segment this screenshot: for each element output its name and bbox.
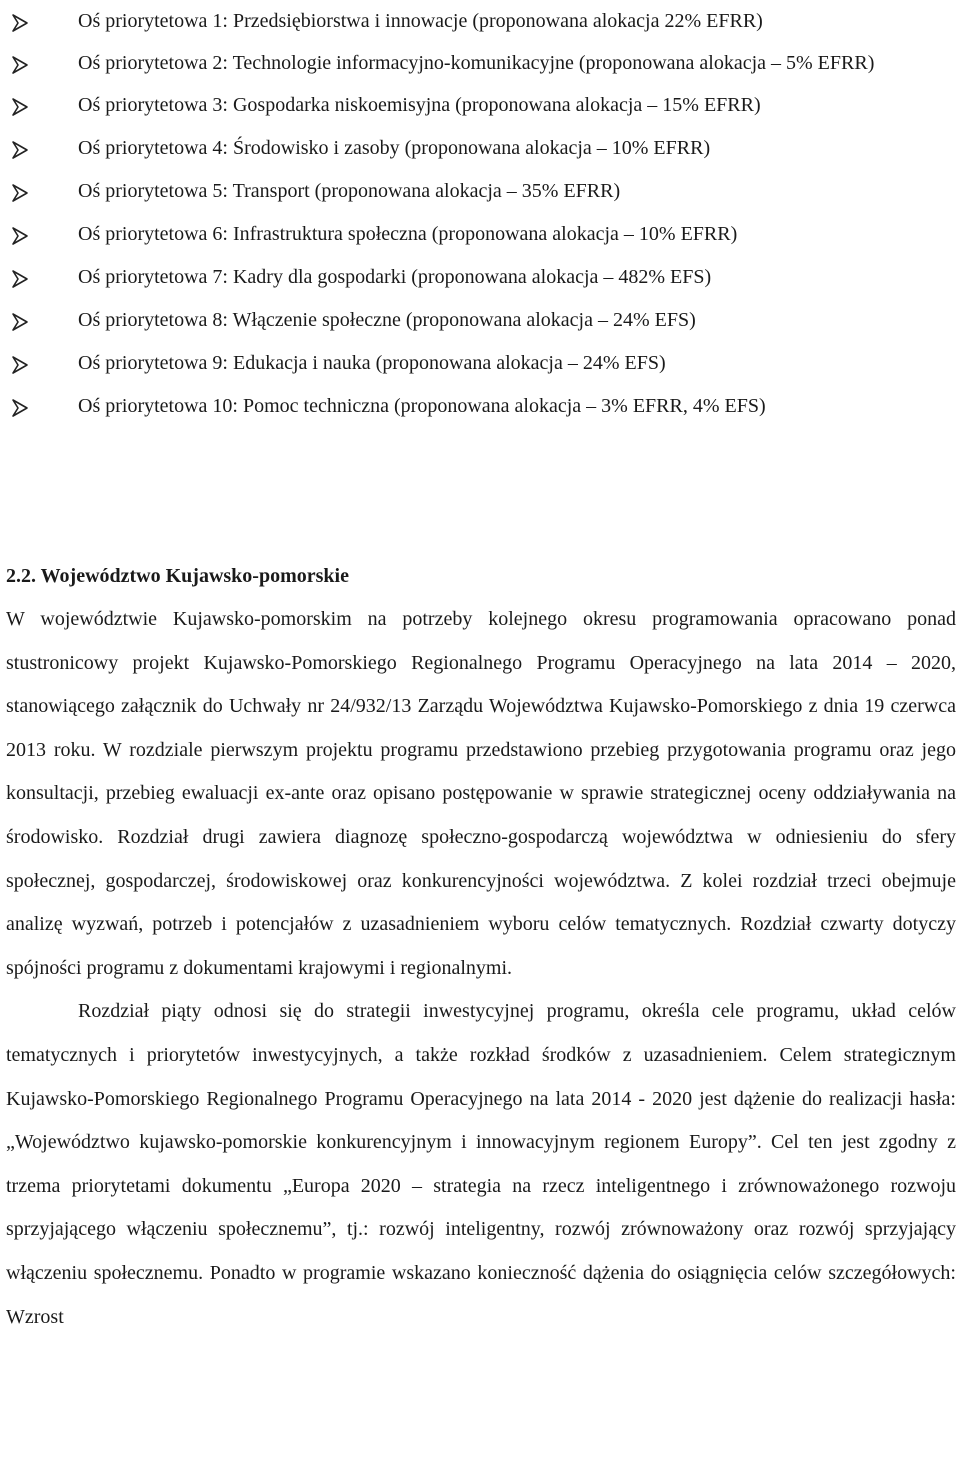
list-item-text: Oś priorytetowa 2: Technologie informacyjno-komunikacyjne (proponowana alokacja – 5% EFRR) xyxy=(78,52,875,74)
list-item xyxy=(0,256,960,299)
list-item-text: Oś priorytetowa 10: Pomoc techniczna (proponowana alokacja – 3% EFRR, 4% EFS) xyxy=(78,395,766,417)
paragraph: Rozdział piąty odnosi się do strategii inwestycyjnej programu, określa cele programu, układ celów tematycznych i priorytetów inwestycyjnych, a także rozkład środków z uzasadnieniem. Celem strategicznym Kujawsko-Pomorskiego Regionalnego Programu Operacyjnego na lata 2014 - 2020 jest dążenie do realizacji hasła: „Województwo kujawsko-pomorskie konkurencyjnym i innowacyjnym regionem Europy”. Cel ten jest zgodny z trzema priorytetami dokumentu „Europa 2020 – strategia na rzecz inteligentnego i zrównoważonego rozwoju sprzyjającego włączeniu społecznemu”, tj.: rozwój inteligentny, rozwój zrównoważony oraz rozwój sprzyjający włączeniu społecznemu. Ponadto w programie wskazano konieczność dążenia do osiągnięcia celów szczegółowych: Wzrost xyxy=(6,1000,956,1328)
arrow-bullet-icon xyxy=(10,226,30,246)
list-item-text: Oś priorytetowa 5: Transport (proponowana alokacja – 35% EFRR) xyxy=(78,180,621,202)
arrow-bullet-icon xyxy=(10,398,30,418)
arrow-bullet-icon xyxy=(10,140,30,160)
list-item-text: Oś priorytetowa 9: Edukacja i nauka (proponowana alokacja – 24% EFS) xyxy=(78,352,666,374)
list-item xyxy=(0,170,960,213)
list-item xyxy=(0,342,960,385)
list-item-text: Oś priorytetowa 7: Kadry dla gospodarki (proponowana alokacja – 482% EFS) xyxy=(78,266,712,288)
list-item xyxy=(0,213,960,256)
arrow-bullet-icon xyxy=(10,55,30,75)
list-item xyxy=(0,299,960,342)
paragraph: W województwie Kujawsko-pomorskim na potrzeby kolejnego okresu programowania opracowano ponad stustronicowy projekt Kujawsko-Pomorskiego Regionalnego Programu Operacyjnego na lata 2014 – 2020, stanowiącego załącznik do Uchwały nr 24/932/13 Zarządu Województwa Kujawsko-Pomorskiego z dnia 19 czerwca 2013 roku. W rozdziale pierwszym projektu programu przedstawiono przebieg przygotowania programu oraz jego konsultacji, przebieg ewaluacji ex-ante oraz opisano postępowanie w sprawie strategicznej oceny oddziaływania na środowisko. Rozdział drugi zawiera diagnozę społeczno-gospodarczą województwa w odniesieniu do sfery społecznej, gospodarczej, środowiskowej oraz konkurencyjności województwa. Z kolei rozdział trzeci obejmuje analizę wyzwań, potrzeb i potencjałów z uzasadnieniem wyboru celów tematycznych. Rozdział czwarty dotyczy spójności programu z dokumentami krajowymi i regionalnymi. xyxy=(6,608,956,979)
arrow-bullet-icon xyxy=(10,183,30,203)
arrow-bullet-icon xyxy=(10,13,30,33)
section-heading: 2.2. Województwo Kujawsko-pomorskie xyxy=(6,565,349,587)
list-item xyxy=(0,127,960,170)
list-item-text: Oś priorytetowa 1: Przedsiębiorstwa i innowacje (proponowana alokacja 22% EFRR) xyxy=(78,10,763,32)
list-item-text: Oś priorytetowa 8: Włączenie społeczne (proponowana alokacja – 24% EFS) xyxy=(78,309,696,331)
list-item-text: Oś priorytetowa 6: Infrastruktura społeczna (proponowana alokacja – 10% EFRR) xyxy=(78,223,738,245)
arrow-bullet-icon xyxy=(10,355,30,375)
arrow-bullet-icon xyxy=(10,269,30,289)
list-item xyxy=(0,0,960,42)
section-body xyxy=(6,598,956,1339)
list-item-text: Oś priorytetowa 4: Środowisko i zasoby (proponowana alokacja – 10% EFRR) xyxy=(78,137,711,159)
list-item xyxy=(0,84,960,127)
arrow-bullet-icon xyxy=(10,97,30,117)
arrow-bullet-icon xyxy=(10,312,30,332)
priority-axes-list xyxy=(0,0,960,428)
list-item xyxy=(0,42,960,84)
list-item xyxy=(0,385,960,428)
list-item-text: Oś priorytetowa 3: Gospodarka niskoemisyjna (proponowana alokacja – 15% EFRR) xyxy=(78,94,761,116)
